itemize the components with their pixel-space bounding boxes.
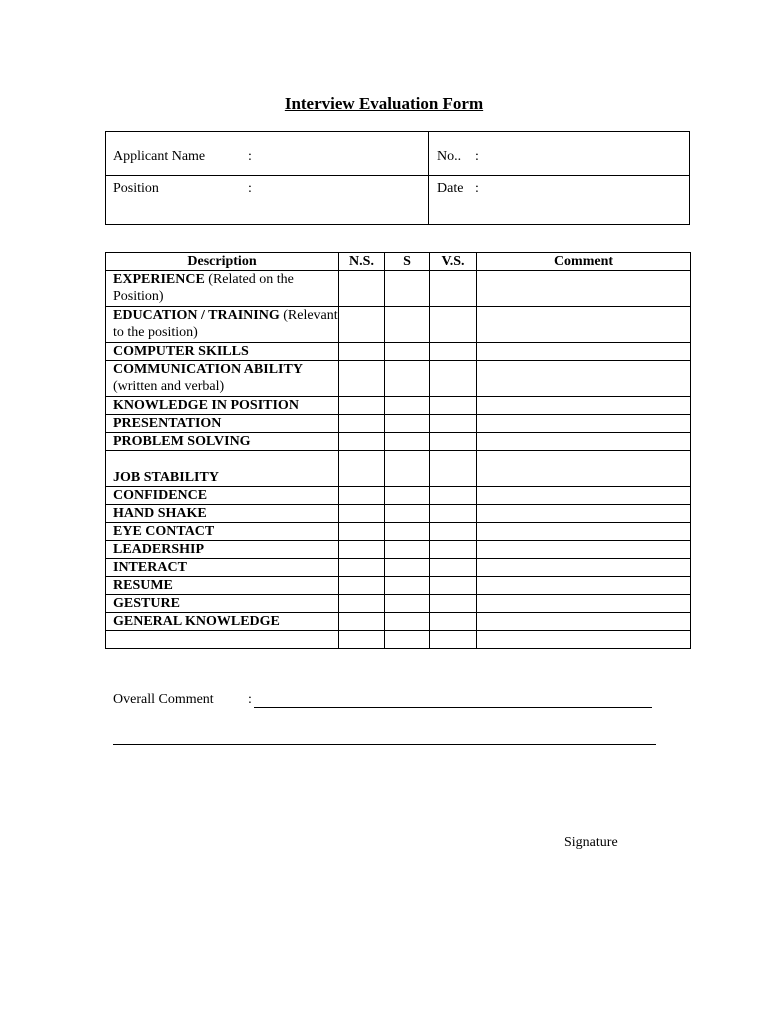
comment-cell[interactable]: [477, 577, 691, 595]
vs-cell[interactable]: [430, 487, 477, 505]
overall-comment-line-2[interactable]: [113, 744, 656, 745]
criterion-label: HAND SHAKE: [113, 506, 207, 521]
s-cell[interactable]: [385, 595, 430, 613]
table-row-empty: [106, 631, 691, 649]
ns-cell[interactable]: [339, 307, 385, 343]
s-cell[interactable]: [385, 307, 430, 343]
criterion-label: PROBLEM SOLVING: [113, 434, 251, 449]
comment-cell[interactable]: [477, 559, 691, 577]
criterion-label: EXPERIENCE: [113, 272, 205, 287]
comment-cell[interactable]: [477, 397, 691, 415]
comment-cell[interactable]: [477, 505, 691, 523]
row-description: [106, 523, 339, 541]
comment-cell[interactable]: [477, 631, 691, 649]
comment-cell[interactable]: [477, 451, 691, 487]
vs-cell[interactable]: [430, 541, 477, 559]
ns-cell[interactable]: [339, 451, 385, 487]
comment-cell[interactable]: [477, 595, 691, 613]
ns-cell[interactable]: [339, 361, 385, 397]
ns-cell[interactable]: [339, 487, 385, 505]
empty-description-cell[interactable]: [106, 631, 339, 649]
row-description: [106, 541, 339, 559]
row-description: [106, 487, 339, 505]
criterion-label: GENERAL KNOWLEDGE: [113, 614, 280, 629]
s-cell[interactable]: [385, 433, 430, 451]
row-description: [106, 271, 339, 307]
vs-cell[interactable]: [430, 559, 477, 577]
s-cell[interactable]: [385, 541, 430, 559]
table-row: [106, 487, 691, 505]
comment-cell[interactable]: [477, 307, 691, 343]
overall-comment-colon: :: [248, 692, 252, 707]
row-description: [106, 415, 339, 433]
row-description: [106, 397, 339, 415]
vs-cell[interactable]: [430, 271, 477, 307]
ns-cell[interactable]: [339, 505, 385, 523]
vs-cell[interactable]: [430, 361, 477, 397]
criterion-label: INTERACT: [113, 560, 187, 575]
row-description: [106, 307, 339, 343]
criterion-label: KNOWLEDGE IN POSITION: [113, 398, 299, 413]
criterion-label: JOB STABILITY: [113, 470, 219, 485]
table-row: [106, 433, 691, 451]
ns-cell[interactable]: [339, 271, 385, 307]
ns-cell[interactable]: [339, 541, 385, 559]
criterion-label: GESTURE: [113, 596, 180, 611]
comment-cell[interactable]: [477, 271, 691, 307]
s-cell[interactable]: [385, 361, 430, 397]
s-cell[interactable]: [385, 559, 430, 577]
comment-cell[interactable]: [477, 487, 691, 505]
comment-cell[interactable]: [477, 415, 691, 433]
header-comment: Comment: [477, 253, 691, 271]
table-row: [106, 271, 691, 307]
comment-cell[interactable]: [477, 613, 691, 631]
number-label: No..: [437, 149, 462, 164]
criterion-label: RESUME: [113, 578, 173, 593]
vs-cell[interactable]: [430, 415, 477, 433]
row-description: [106, 613, 339, 631]
table-row: [106, 577, 691, 595]
row-description: [106, 559, 339, 577]
ns-cell[interactable]: [339, 523, 385, 541]
number-colon: :: [475, 149, 479, 164]
vs-cell[interactable]: [430, 451, 477, 487]
table-row: [106, 613, 691, 631]
position-label: Position: [113, 181, 159, 196]
s-cell[interactable]: [385, 415, 430, 433]
ns-cell[interactable]: [339, 397, 385, 415]
vs-cell[interactable]: [430, 523, 477, 541]
vs-cell[interactable]: [430, 613, 477, 631]
info-divider-horizontal: [106, 175, 689, 176]
position-colon: :: [248, 181, 252, 196]
table-row: [106, 415, 691, 433]
vs-cell[interactable]: [430, 397, 477, 415]
header-description: Description: [106, 253, 339, 271]
ns-cell[interactable]: [339, 631, 385, 649]
table-row: [106, 523, 691, 541]
header-ns: N.S.: [339, 253, 385, 271]
applicant-name-colon: :: [248, 149, 252, 164]
comment-cell[interactable]: [477, 541, 691, 559]
row-description: [106, 433, 339, 451]
s-cell[interactable]: [385, 343, 430, 361]
table-row: [106, 541, 691, 559]
s-cell[interactable]: [385, 271, 430, 307]
date-colon: :: [475, 181, 479, 196]
s-cell[interactable]: [385, 613, 430, 631]
criterion-label: COMMUNICATION ABILITY: [113, 362, 303, 377]
applicant-name-label: Applicant Name: [113, 149, 206, 164]
table-row: [106, 559, 691, 577]
s-cell[interactable]: [385, 523, 430, 541]
s-cell[interactable]: [385, 487, 430, 505]
criterion-label: CONFIDENCE: [113, 488, 208, 503]
comment-cell[interactable]: [477, 433, 691, 451]
table-row: [106, 505, 691, 523]
criterion-note: (Relevant to the position): [113, 308, 338, 340]
row-description: [106, 343, 339, 361]
criterion-note: (written and verbal): [113, 379, 225, 394]
ns-cell[interactable]: [339, 613, 385, 631]
header-vs: V.S.: [430, 253, 477, 271]
s-cell[interactable]: [385, 505, 430, 523]
criterion-label: COMPUTER SKILLS: [113, 344, 249, 359]
s-cell[interactable]: [385, 397, 430, 415]
evaluation-table: [105, 252, 691, 649]
table-row: [106, 397, 691, 415]
ns-cell[interactable]: [339, 343, 385, 361]
table-row: [106, 307, 691, 343]
table-row: [106, 361, 691, 397]
header-s: S: [385, 253, 430, 271]
row-description: [106, 451, 339, 487]
table-header-row: [106, 253, 691, 271]
criterion-label: EYE CONTACT: [113, 524, 215, 539]
criterion-label: LEADERSHIP: [113, 542, 205, 557]
ns-cell[interactable]: [339, 577, 385, 595]
s-cell[interactable]: [385, 577, 430, 595]
comment-cell[interactable]: [477, 523, 691, 541]
table-row: [106, 595, 691, 613]
comment-cell[interactable]: [477, 343, 691, 361]
comment-cell[interactable]: [477, 361, 691, 397]
ns-cell[interactable]: [339, 433, 385, 451]
row-description: [106, 595, 339, 613]
applicant-info-box: [105, 131, 690, 225]
vs-cell[interactable]: [430, 433, 477, 451]
overall-comment-label: Overall Comment: [113, 692, 214, 707]
s-cell[interactable]: [385, 631, 430, 649]
row-description: [106, 505, 339, 523]
vs-cell[interactable]: [430, 505, 477, 523]
criterion-label: PRESENTATION: [113, 416, 222, 431]
table-row: [106, 343, 691, 361]
vs-cell[interactable]: [430, 577, 477, 595]
s-cell[interactable]: [385, 451, 430, 487]
vs-cell[interactable]: [430, 631, 477, 649]
ns-cell[interactable]: [339, 595, 385, 613]
vs-cell[interactable]: [430, 307, 477, 343]
criterion-note: (Related on the Position): [113, 272, 294, 304]
row-description: [106, 361, 339, 397]
ns-cell[interactable]: [339, 559, 385, 577]
vs-cell[interactable]: [430, 595, 477, 613]
ns-cell[interactable]: [339, 415, 385, 433]
criterion-label: EDUCATION / TRAINING: [113, 308, 280, 323]
table-row: [106, 451, 691, 487]
form-title: Interview Evaluation Form: [284, 94, 484, 113]
info-divider-vertical: [428, 132, 429, 224]
vs-cell[interactable]: [430, 343, 477, 361]
row-description: [106, 577, 339, 595]
signature-label: Signature: [564, 835, 618, 850]
date-label: Date: [437, 181, 464, 196]
overall-comment-line-1[interactable]: [254, 707, 652, 708]
